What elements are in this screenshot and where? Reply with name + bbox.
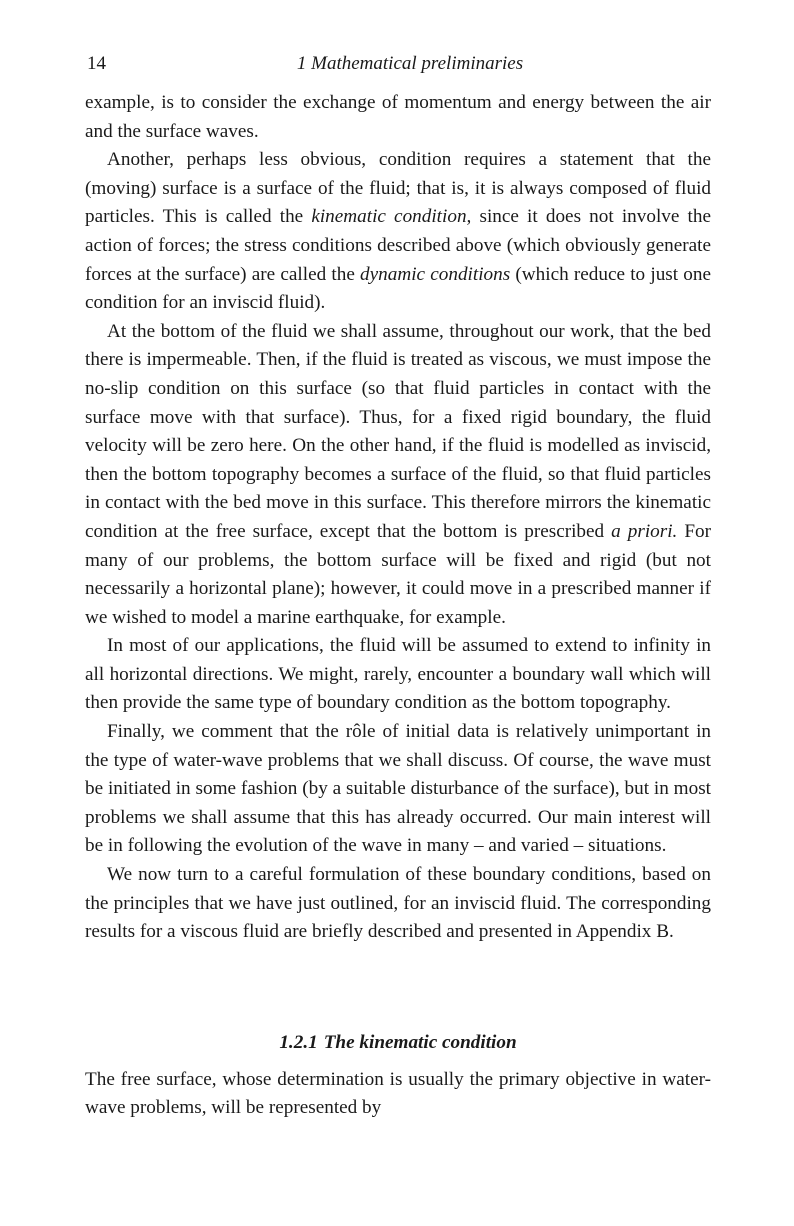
body-text bbox=[85, 89, 711, 947]
paragraph-text: The free surface, whose determination is usually the primary objective in water-wave problems, will be represented by bbox=[85, 1068, 711, 1119]
paragraph-kinematic-dynamic bbox=[85, 146, 711, 318]
paragraph-horizontal-extent bbox=[85, 632, 711, 718]
running-head bbox=[85, 50, 711, 78]
term-a-priori: a priori. bbox=[611, 520, 678, 542]
section-number: 1.2.1 bbox=[279, 1031, 318, 1053]
running-title: 1 Mathematical preliminaries bbox=[296, 53, 524, 74]
paragraph-text: In most of our applications, the fluid will be assumed to extend to infinity in all horizontal directions. We might, rarely, encounter a boundary wall which will then provide the same type of boundary condition as the bottom topography. bbox=[85, 635, 711, 714]
section-title: The kinematic condition bbox=[323, 1031, 517, 1053]
section-heading bbox=[85, 1029, 711, 1057]
paragraph-text: For many of our problems, the bottom surface will be fixed and rigid (but not necessarily a horizontal plane); however, it could move in a prescribed manner if we wished to model a marine earthquake, for example. bbox=[85, 520, 712, 628]
section-body bbox=[85, 1066, 711, 1123]
paragraph-text: example, is to consider the exchange of momentum and energy between the air and the surface waves. bbox=[85, 92, 711, 142]
paragraph-text: since it does not involve the action of forces; the stress conditions described above (which obviously generate forces at the surface) are called the bbox=[85, 206, 711, 285]
paragraph-initial-data bbox=[85, 718, 711, 861]
paragraph-continuation bbox=[85, 89, 711, 146]
paragraph-text: At the bottom of the fluid we shall assume, throughout our work, that the bed there is impermeable. Then, if the fluid is treated as viscous, we must impose the no-slip condition on this surface (so that fluid particles in contact with the surface move with that surface). Thus, for a fixed rigid boundary, the fluid velocity will be zero here. On the other hand, if the fluid is modelled as inviscid, then the bottom topography becomes a surface of the fluid, so that fluid particles in contact with the bed move in this surface. This therefore mirrors the kinematic condition at the free surface, except that the bottom is prescribed bbox=[85, 320, 711, 542]
paragraph-text: Another, perhaps less obvious, condition requires a statement that the (moving) surface is a surface of the fluid; that is, it is always composed of fluid particles. This is called the bbox=[85, 149, 711, 228]
page-number: 14 bbox=[87, 53, 106, 74]
paragraph-formulation bbox=[85, 861, 711, 947]
term-dynamic-conditions: dynamic conditions bbox=[360, 263, 511, 285]
book-page bbox=[85, 50, 711, 1123]
paragraph-bottom-boundary bbox=[85, 318, 711, 633]
paragraph-text: We now turn to a careful formulation of these boundary conditions, based on the principles that we have just outlined, for an inviscid fluid. The corresponding results for a viscous fluid are briefly described and presented in Appendix B. bbox=[85, 864, 711, 943]
paragraph-text: Finally, we comment that the rôle of initial data is relatively unimportant in the type of water-wave problems that we shall discuss. Of course, the wave must be initiated in some fashion (by a suitable disturbance of the surface), but in most problems we shall assume that this has already occurred. Our main interest will be in following the evolution of the wave in many – and varied – situations. bbox=[85, 721, 711, 857]
paragraph-text: (which reduce to just one condition for an inviscid fluid). bbox=[85, 263, 711, 314]
term-kinematic-condition: kinematic condition, bbox=[311, 206, 472, 228]
paragraph-free-surface bbox=[85, 1066, 711, 1123]
